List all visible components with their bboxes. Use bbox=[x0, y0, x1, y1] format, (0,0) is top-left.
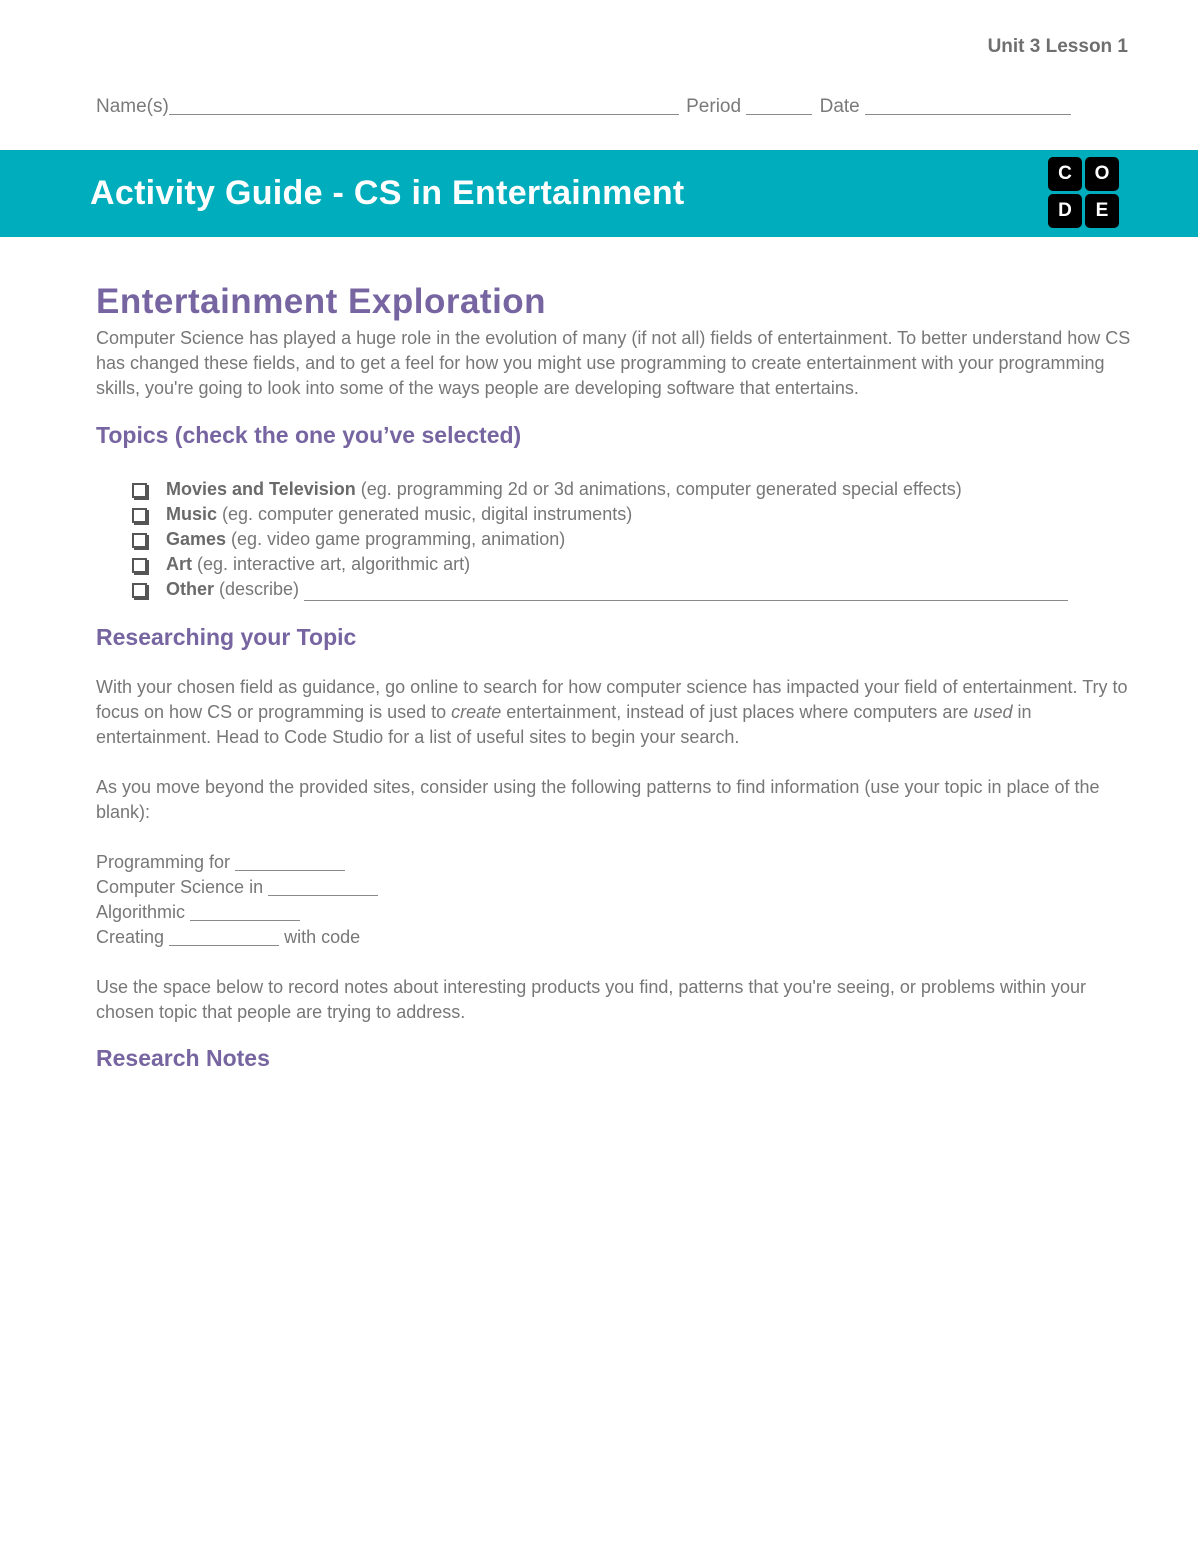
topic-item bbox=[132, 527, 1131, 552]
topics-list bbox=[96, 477, 1131, 602]
unit-lesson-label: Unit 3 Lesson 1 bbox=[987, 36, 1128, 57]
topic-description: (eg. programming 2d or 3d animations, computer generated special effects) bbox=[360, 479, 962, 499]
research-text: entertainment, instead of just places where computers are bbox=[501, 702, 974, 722]
logo-tile-e: E bbox=[1085, 194, 1119, 228]
topic-name: Movies and Television bbox=[166, 479, 356, 499]
code-org-logo bbox=[1048, 157, 1120, 229]
logo-tile-o: O bbox=[1085, 157, 1119, 191]
activity-guide-title: Activity Guide - CS in Entertainment bbox=[90, 174, 685, 212]
topic-name: Art bbox=[166, 554, 192, 574]
logo-tile-d: D bbox=[1048, 194, 1082, 228]
pattern-line bbox=[96, 875, 1131, 900]
checkbox-icon[interactable] bbox=[132, 508, 147, 523]
name-blank[interactable] bbox=[169, 96, 679, 115]
research-text: in entertainment. Head to Code Studio for a list of useful sites to begin your search. bbox=[96, 702, 1032, 747]
section-title: Entertainment Exploration bbox=[96, 282, 547, 321]
research-heading: Researching your Topic bbox=[96, 624, 357, 650]
name-label: Name(s) bbox=[96, 96, 169, 117]
research-text: With your chosen field as guidance, go online to search for how computer science has impacted your field of entertainment. Try to focus on how CS or programming is used to bbox=[96, 677, 1128, 722]
topic-description: (eg. interactive art, algorithmic art) bbox=[197, 554, 471, 574]
pattern-text: Programming for bbox=[96, 852, 231, 872]
pattern-blank[interactable] bbox=[190, 902, 300, 921]
date-blank[interactable] bbox=[865, 96, 1071, 115]
pattern-line bbox=[96, 850, 1131, 875]
topic-name: Other bbox=[166, 579, 215, 599]
date-label: Date bbox=[819, 96, 860, 117]
emphasis-create: create bbox=[451, 702, 502, 722]
topic-description: (eg. video game programming, animation) bbox=[231, 529, 566, 549]
intro-paragraph: Computer Science has played a huge role in the evolution of many (if not all) fields of entertainment. To better understand how CS has changed these fields, and to get a feel for how you might use programming to create entertainment with your programming skills, you're going to look into some of the ways people are developing software that entertains. bbox=[96, 328, 1131, 398]
emphasis-used: used bbox=[973, 702, 1013, 722]
pattern-blank[interactable] bbox=[268, 877, 378, 896]
topic-item bbox=[132, 577, 1131, 602]
other-topic-blank[interactable] bbox=[304, 582, 1068, 601]
topic-item bbox=[132, 477, 1131, 502]
checkbox-icon[interactable] bbox=[132, 558, 147, 573]
pattern-blank[interactable] bbox=[235, 852, 345, 871]
topic-description: (describe) bbox=[219, 579, 300, 599]
period-label: Period bbox=[686, 96, 742, 117]
pattern-line bbox=[96, 900, 1131, 925]
research-notes-heading: Research Notes bbox=[96, 1045, 270, 1071]
patterns-intro-paragraph: As you move beyond the provided sites, consider using the following patterns to find information (use your topic in place of the blank): bbox=[96, 777, 1100, 822]
name-period-date-line bbox=[96, 96, 1071, 118]
research-paragraph bbox=[96, 675, 1131, 750]
logo-tile-c: C bbox=[1048, 157, 1082, 191]
pattern-line bbox=[96, 925, 1131, 950]
pattern-text: Algorithmic bbox=[96, 902, 186, 922]
pattern-text: Computer Science in bbox=[96, 877, 264, 897]
pattern-text: Creating bbox=[96, 927, 165, 947]
checkbox-icon[interactable] bbox=[132, 483, 147, 498]
period-blank[interactable] bbox=[746, 96, 812, 115]
topic-name: Music bbox=[166, 504, 218, 524]
topic-item bbox=[132, 552, 1131, 577]
topic-name: Games bbox=[166, 529, 227, 549]
search-patterns bbox=[96, 850, 1131, 950]
topic-item bbox=[132, 502, 1131, 527]
title-banner bbox=[0, 150, 1198, 237]
pattern-blank[interactable] bbox=[169, 927, 279, 946]
document-body bbox=[96, 282, 1131, 1072]
topics-heading: Topics (check the one you’ve selected) bbox=[96, 422, 522, 448]
checkbox-icon[interactable] bbox=[132, 583, 147, 598]
pattern-text: with code bbox=[284, 927, 361, 947]
topic-description: (eg. computer generated music, digital instruments) bbox=[222, 504, 633, 524]
notes-instructions: Use the space below to record notes about interesting products you find, patterns that you're seeing, or problems within your chosen topic that people are trying to address. bbox=[96, 977, 1086, 1022]
checkbox-icon[interactable] bbox=[132, 533, 147, 548]
